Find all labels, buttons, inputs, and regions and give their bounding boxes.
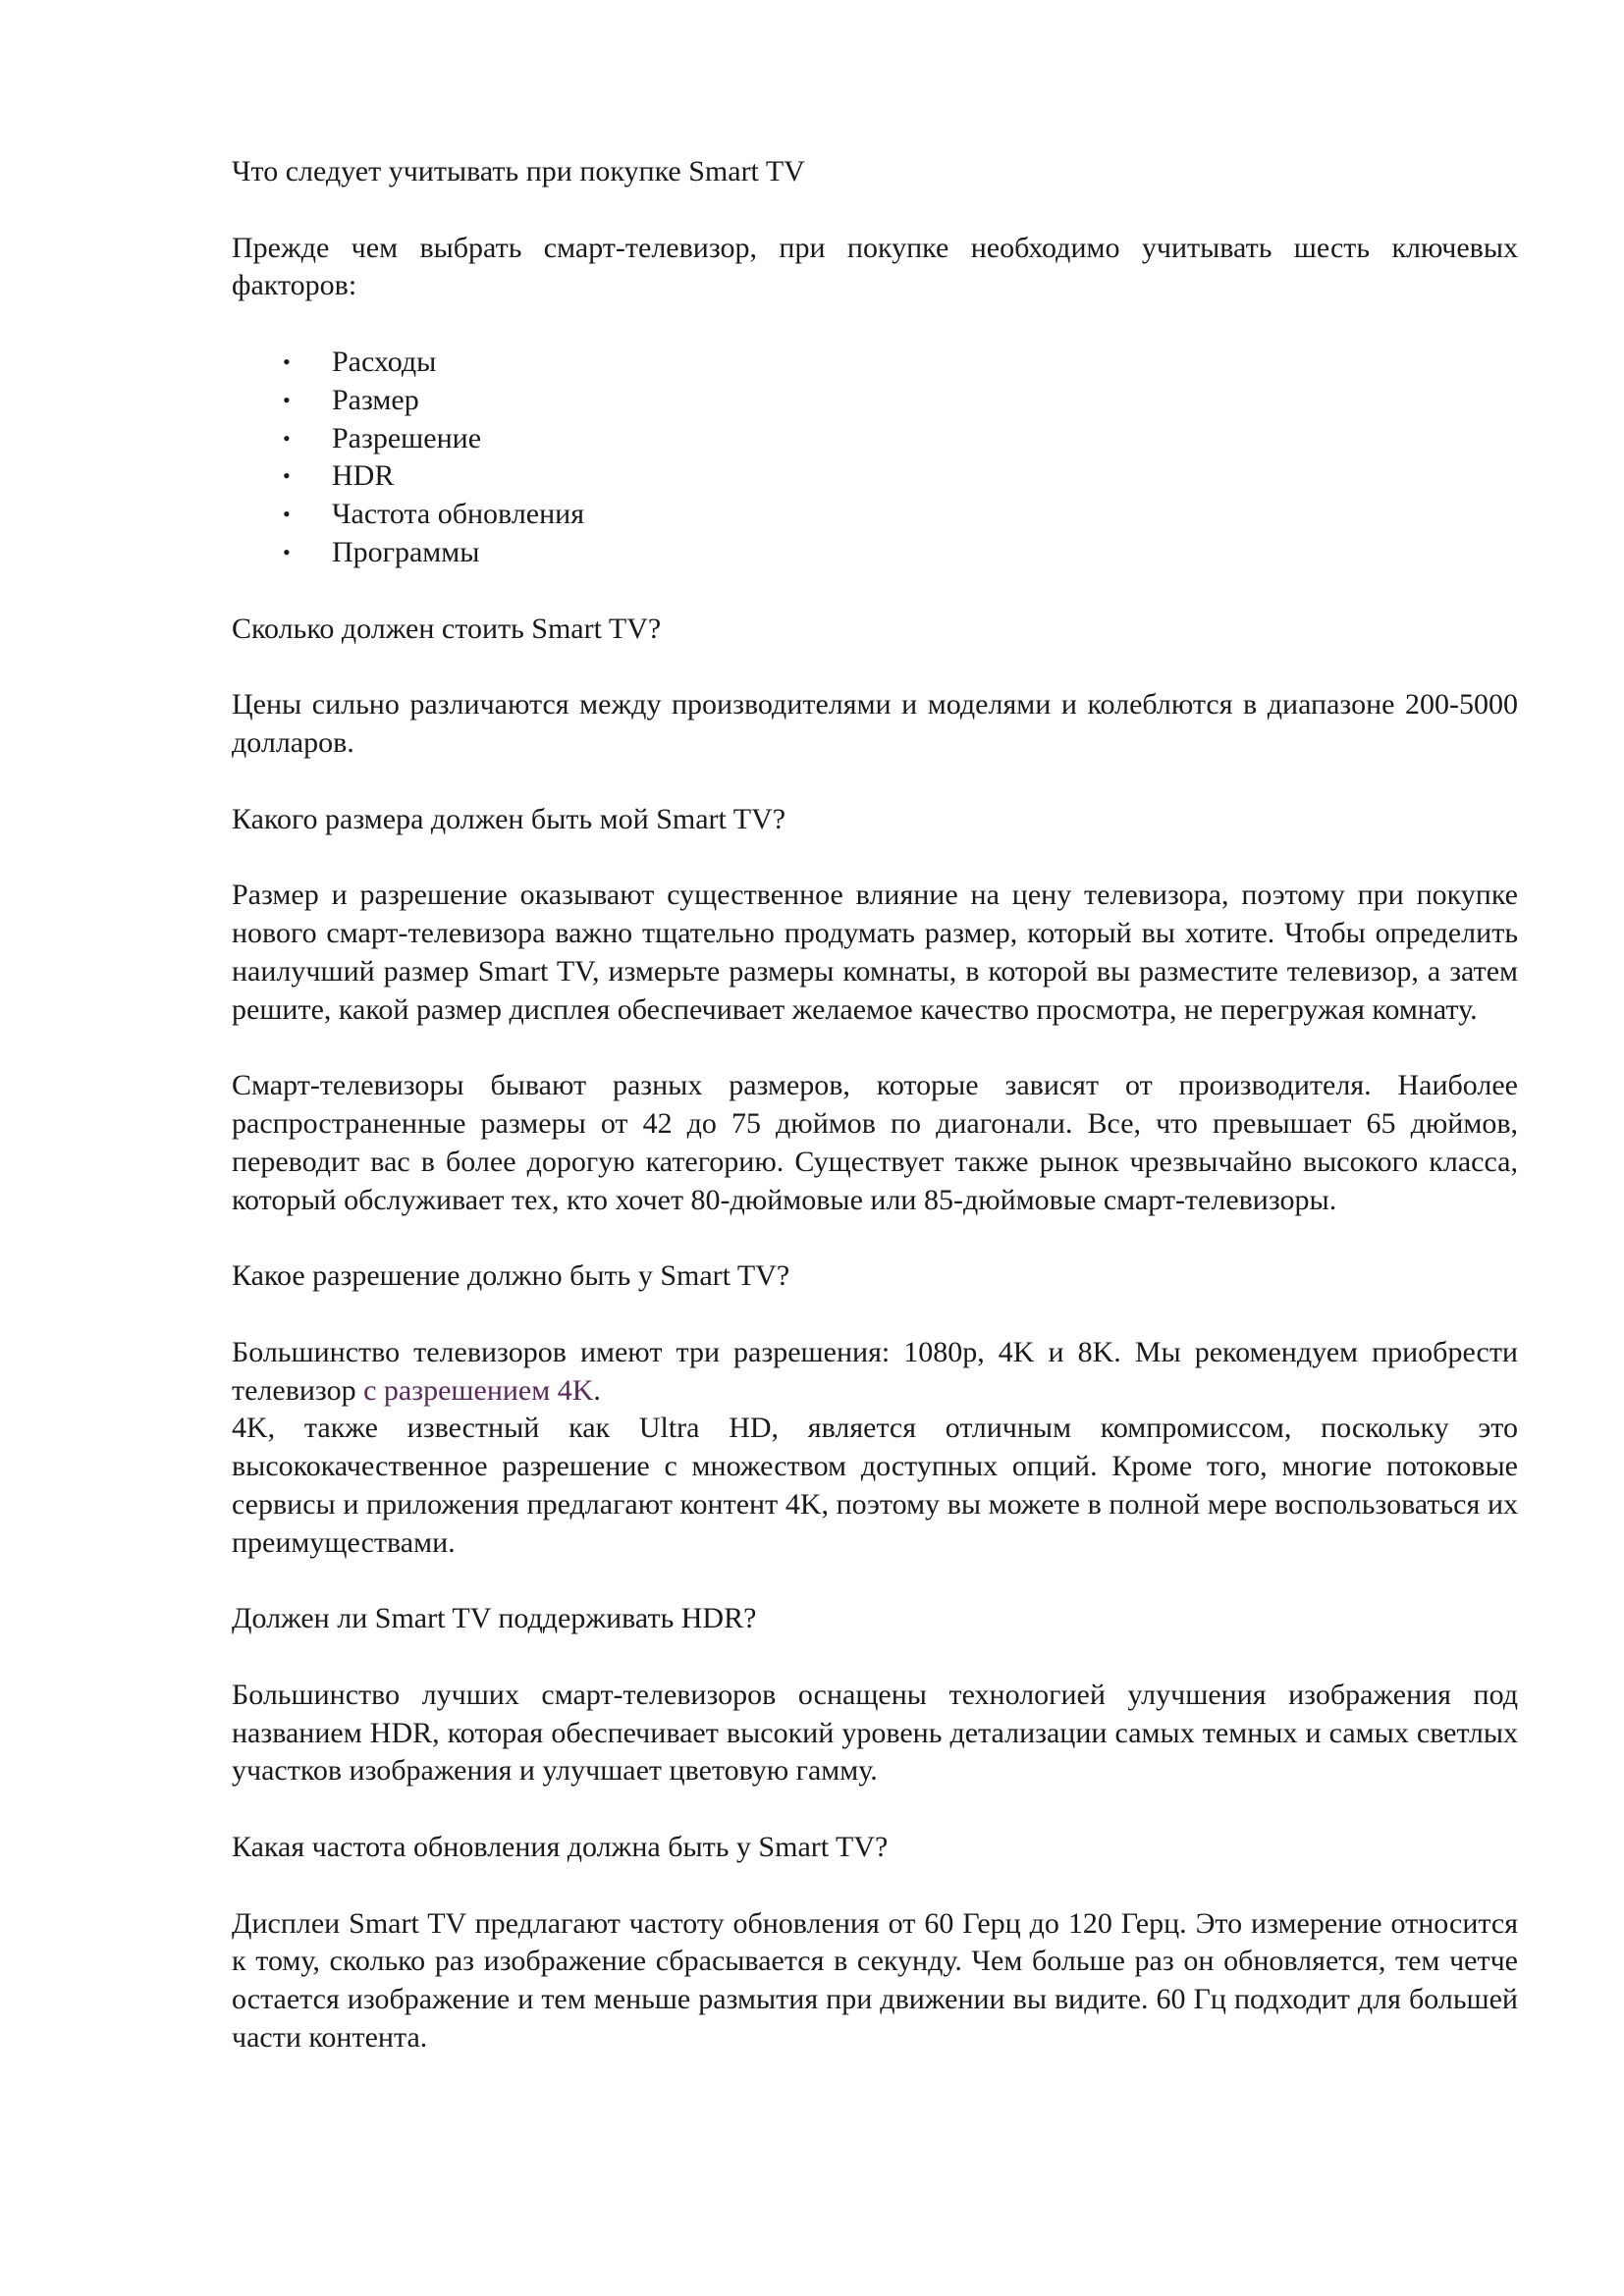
list-item	[232, 534, 1518, 572]
list-item-label: Расходы	[332, 345, 437, 378]
resolution-paragraph-2: 4K, также известный как Ultra HD, является отличным компромиссом, поскольку это высококачественное разрешение с множеством доступных опций. Кроме того, многие потоковые сервисы и приложения предлагают контент 4K, поэтому вы можете в полной мере воспользоваться их преимуществами.	[232, 1412, 1518, 1559]
list-item-label: Размер	[332, 383, 419, 416]
bullet-icon: •	[283, 539, 291, 564]
cost-heading: Сколько должен стоить Smart TV?	[232, 612, 662, 645]
resolution-text-end: .	[593, 1373, 601, 1407]
bullet-icon: •	[283, 348, 291, 374]
bullet-icon: •	[283, 463, 291, 489]
refresh-paragraph: Дисплеи Smart TV предлагают частоту обновления от 60 Герц до 120 Герц. Это измерение относится к тому, сколько раз изображение сбрасывается в секунду. Чем больше раз он обновляется, тем четче остается изображение и тем меньше размытия при движении вы видите. 60 Гц подходит для большей части контента.	[232, 1906, 1518, 2055]
hdr-paragraph: Большинство лучших смарт-телевизоров оснащены технологией улучшения изображения под названием HDR, которая обеспечивает высокий уровень детализации самых темных и самых светлых участков изображения и улучшает цветовую гамму.	[232, 1678, 1518, 1788]
bullet-icon: •	[283, 425, 291, 451]
list-item-label: HDR	[332, 459, 395, 493]
resolution-4k-link[interactable]: с разрешением 4K	[363, 1373, 594, 1407]
bullet-icon: •	[283, 502, 291, 527]
resolution-heading: Какое разрешение должно быть у Smart TV?	[232, 1259, 790, 1293]
resolution-text-start: Большинство телевизоров имеют три разрешения: 1080p, 4K и 8K. Мы рекомендуем приобрести телевизор	[232, 1335, 1518, 1407]
list-item	[232, 420, 1518, 458]
list-item	[232, 344, 1518, 382]
list-item	[232, 496, 1518, 534]
list-item-label: Разрешение	[332, 421, 482, 454]
refresh-heading: Какая частота обновления должна быть у Smart TV?	[232, 1831, 889, 1864]
size-paragraph-1: Размер и разрешение оказывают существенное влияние на цену телевизора, поэтому при покупке нового смарт-телевизора важно тщательно продумать размер, который вы хотите. Чтобы определить наилучший размер Smart TV, измерьте размеры комнаты, в которой вы разместите телевизор, а затем решите, какой размер дисплея обеспечивает желаемое качество просмотра, не перегружая комнату.	[232, 879, 1518, 1026]
bullet-icon: •	[283, 387, 291, 412]
intro-paragraph: Прежде чем выбрать смарт-телевизор, при покупке необходимо учитывать шесть ключевых факторов:	[232, 231, 1518, 302]
list-item	[232, 382, 1518, 420]
document-page	[232, 153, 1518, 2057]
size-heading: Какого размера должен быть мой Smart TV?	[232, 802, 786, 835]
list-item	[232, 457, 1518, 496]
hdr-heading: Должен ли Smart TV поддерживать HDR?	[232, 1602, 757, 1635]
list-item-label: Программы	[332, 535, 480, 568]
list-item-label: Частота обновления	[332, 498, 585, 531]
cost-paragraph: Цены сильно различаются между производителями и моделями и колеблются в диапазоне 200-5000 долларов.	[232, 688, 1518, 759]
resolution-paragraph-1	[232, 1334, 1518, 1411]
document-title: Что следует учитывать при покупке Smart TV	[232, 155, 805, 187]
size-paragraph-2: Смарт-телевизоры бывают разных размеров, которые зависят от производителя. Наиболее распространенные размеры от 42 до 75 дюймов по диагонали. Все, что превышает 65 дюймов, переводит вас в более дорогую категорию. Существует также рынок чрезвычайно высокого класса, который обслуживает тех, кто хочет 80-дюймовые или 85-дюймовые смарт-телевизоры.	[232, 1069, 1518, 1216]
factors-list	[232, 344, 1518, 572]
